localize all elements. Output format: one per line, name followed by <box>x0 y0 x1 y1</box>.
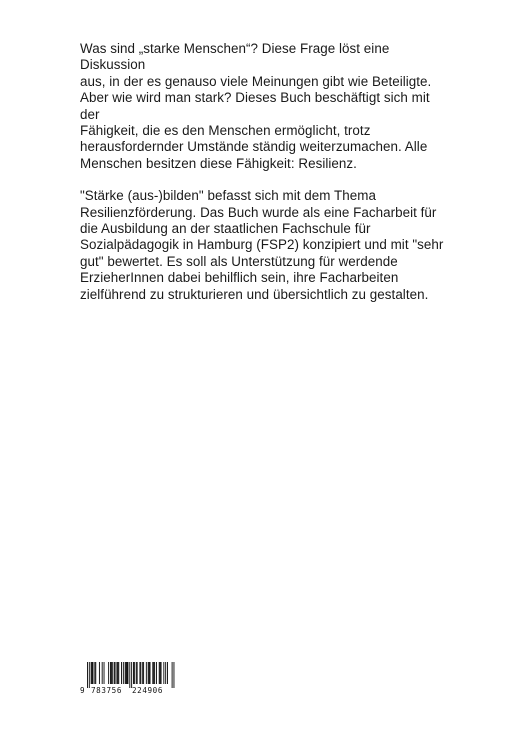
barcode-bar <box>149 662 150 684</box>
isbn-barcode <box>80 662 176 698</box>
barcode-bar <box>159 662 160 684</box>
barcode-bar <box>136 662 137 684</box>
barcode-bar <box>153 662 154 684</box>
barcode-bar <box>142 662 143 684</box>
barcode-bar <box>91 662 92 684</box>
barcode-bar <box>117 662 118 684</box>
barcode-bar <box>121 662 122 684</box>
barcode-bar <box>123 662 124 684</box>
barcode-bar <box>127 662 128 684</box>
blurb-paragraph-2: "Stärke (aus-)bilden" befasst sich mit dem Thema Resilienzförderung. Das Buch wurde als eine Facharbeit für die Ausbildung an der staatlichen Fachschule für Sozialpädagogik in Hamburg (FSP2) konzipiert und mit "sehr gut" bewertet. Es soll als Unterstützung für werdende ErzieherInnen dabei behilflich sein, ihre Facharbeiten zielführend zu strukturieren und übersichtlich zu gestalten. <box>80 188 444 302</box>
barcode-bar <box>108 662 109 684</box>
barcode-bar <box>111 662 112 684</box>
blurb-text <box>80 41 452 303</box>
blurb-paragraph-1: Was sind „starke Menschen“? Diese Frage löst eine Diskussion aus, in der es genauso viele Meinungen gibt wie Beteiligte. Aber wie wird man stark? Dieses Buch beschäftigt sich mit der Fähigkeit, die es den Menschen ermöglicht, trotz herausfordernder Umstände ständig weiterzumachen. Alle Menschen besitzen diese Fähigkeit: Resilienz. <box>80 41 432 171</box>
barcode-bar <box>150 662 151 684</box>
barcode-left-digits: 783756 <box>91 686 123 695</box>
barcode-bar <box>143 662 144 684</box>
barcode-bar <box>93 662 94 684</box>
barcode-bar <box>148 662 149 684</box>
barcode-bar <box>92 662 93 684</box>
barcode-bar <box>125 662 126 684</box>
barcode-bar <box>115 662 116 684</box>
barcode-bar <box>161 662 162 684</box>
barcode-bar <box>127 662 128 684</box>
barcode-bar <box>154 662 155 684</box>
barcode-bar <box>165 662 166 684</box>
barcode-bar <box>94 662 95 684</box>
barcode-bar <box>110 662 111 684</box>
barcode-right-digits: 224906 <box>132 686 164 695</box>
barcode-bar <box>146 662 147 684</box>
barcode-bar <box>139 662 140 684</box>
barcode-bar <box>160 662 161 684</box>
barcode-lead-digit: 9 <box>80 686 85 695</box>
barcode-bar <box>118 662 119 684</box>
barcode-bar <box>134 662 135 684</box>
barcode-bar <box>137 662 138 684</box>
barcode-bar <box>99 662 100 684</box>
barcode-bar <box>156 662 157 684</box>
barcode-bar <box>163 662 164 684</box>
barcode-bar <box>167 662 168 684</box>
barcode-bar <box>140 662 141 684</box>
barcode-bar <box>133 662 134 684</box>
barcode-bar <box>112 662 113 684</box>
barcode-bar <box>95 662 96 684</box>
barcode-bar <box>152 662 153 684</box>
barcode-bar <box>116 662 117 684</box>
barcode-bar <box>114 662 115 684</box>
barcode-bar <box>126 662 127 684</box>
barcode-digits <box>80 685 176 697</box>
barcode-bar <box>104 662 105 684</box>
barcode-bar <box>102 662 103 684</box>
